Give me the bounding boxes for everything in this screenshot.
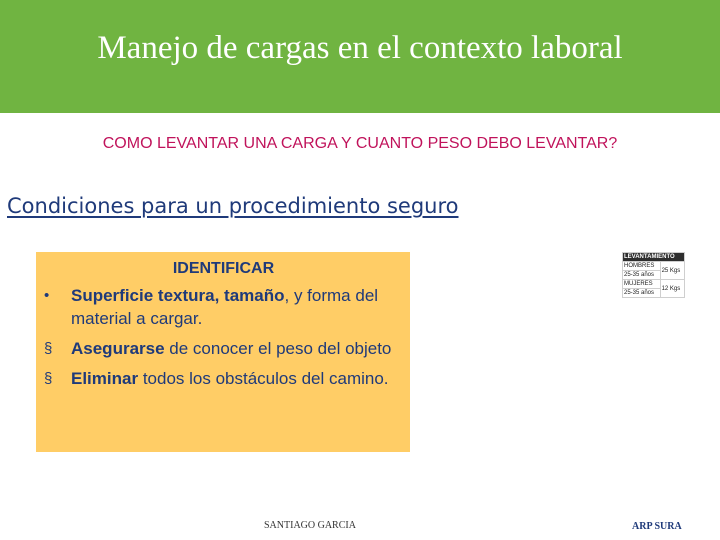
table-cell-weight: 12 Kgs (660, 280, 684, 298)
lifting-table (622, 252, 685, 298)
table-cell-weight: 25 Kgs (660, 262, 684, 280)
slide-title: Manejo de cargas en el contexto laboral (97, 30, 623, 66)
identify-card (36, 252, 410, 452)
table-cell-ages: 25-35 años (623, 289, 661, 298)
slide-subtitle: COMO LEVANTAR UNA CARGA Y CUANTO PESO DEBO LEVANTAR? (102, 135, 618, 152)
lifting-table-header: LEVANTAMIENTO (623, 253, 685, 262)
bullet-text: todos los obstáculos del camino. (138, 369, 389, 388)
bullet-marker: § (44, 340, 53, 357)
bullet-text: de conocer el peso del objeto (164, 339, 392, 358)
bullet-bold-text: Eliminar (71, 369, 139, 388)
bullet-item (44, 284, 398, 330)
bullet-item (44, 367, 398, 390)
bullet-text: , y forma del material a cargar. (71, 286, 379, 328)
card-title: IDENTIFICAR (172, 260, 275, 277)
table-cell-group: MUJERES (623, 280, 661, 289)
table-cell-group: HOMBRES (623, 262, 661, 271)
bullet-bold-text: Superficie textura, tamaño (71, 286, 285, 305)
footer-author: SANTIAGO GARCIA (264, 520, 356, 531)
bullet-bold-text: Asegurarse (71, 339, 165, 358)
bullet-item (44, 337, 398, 360)
section-heading: Condiciones para un procedimiento seguro (7, 194, 459, 218)
table-cell-ages: 25-35 años (623, 271, 661, 280)
bullet-list (44, 284, 398, 397)
bullet-marker: • (44, 287, 50, 304)
title-banner (0, 0, 720, 113)
bullet-marker: § (44, 370, 53, 387)
footer-brand: ARP SURA (632, 521, 682, 532)
